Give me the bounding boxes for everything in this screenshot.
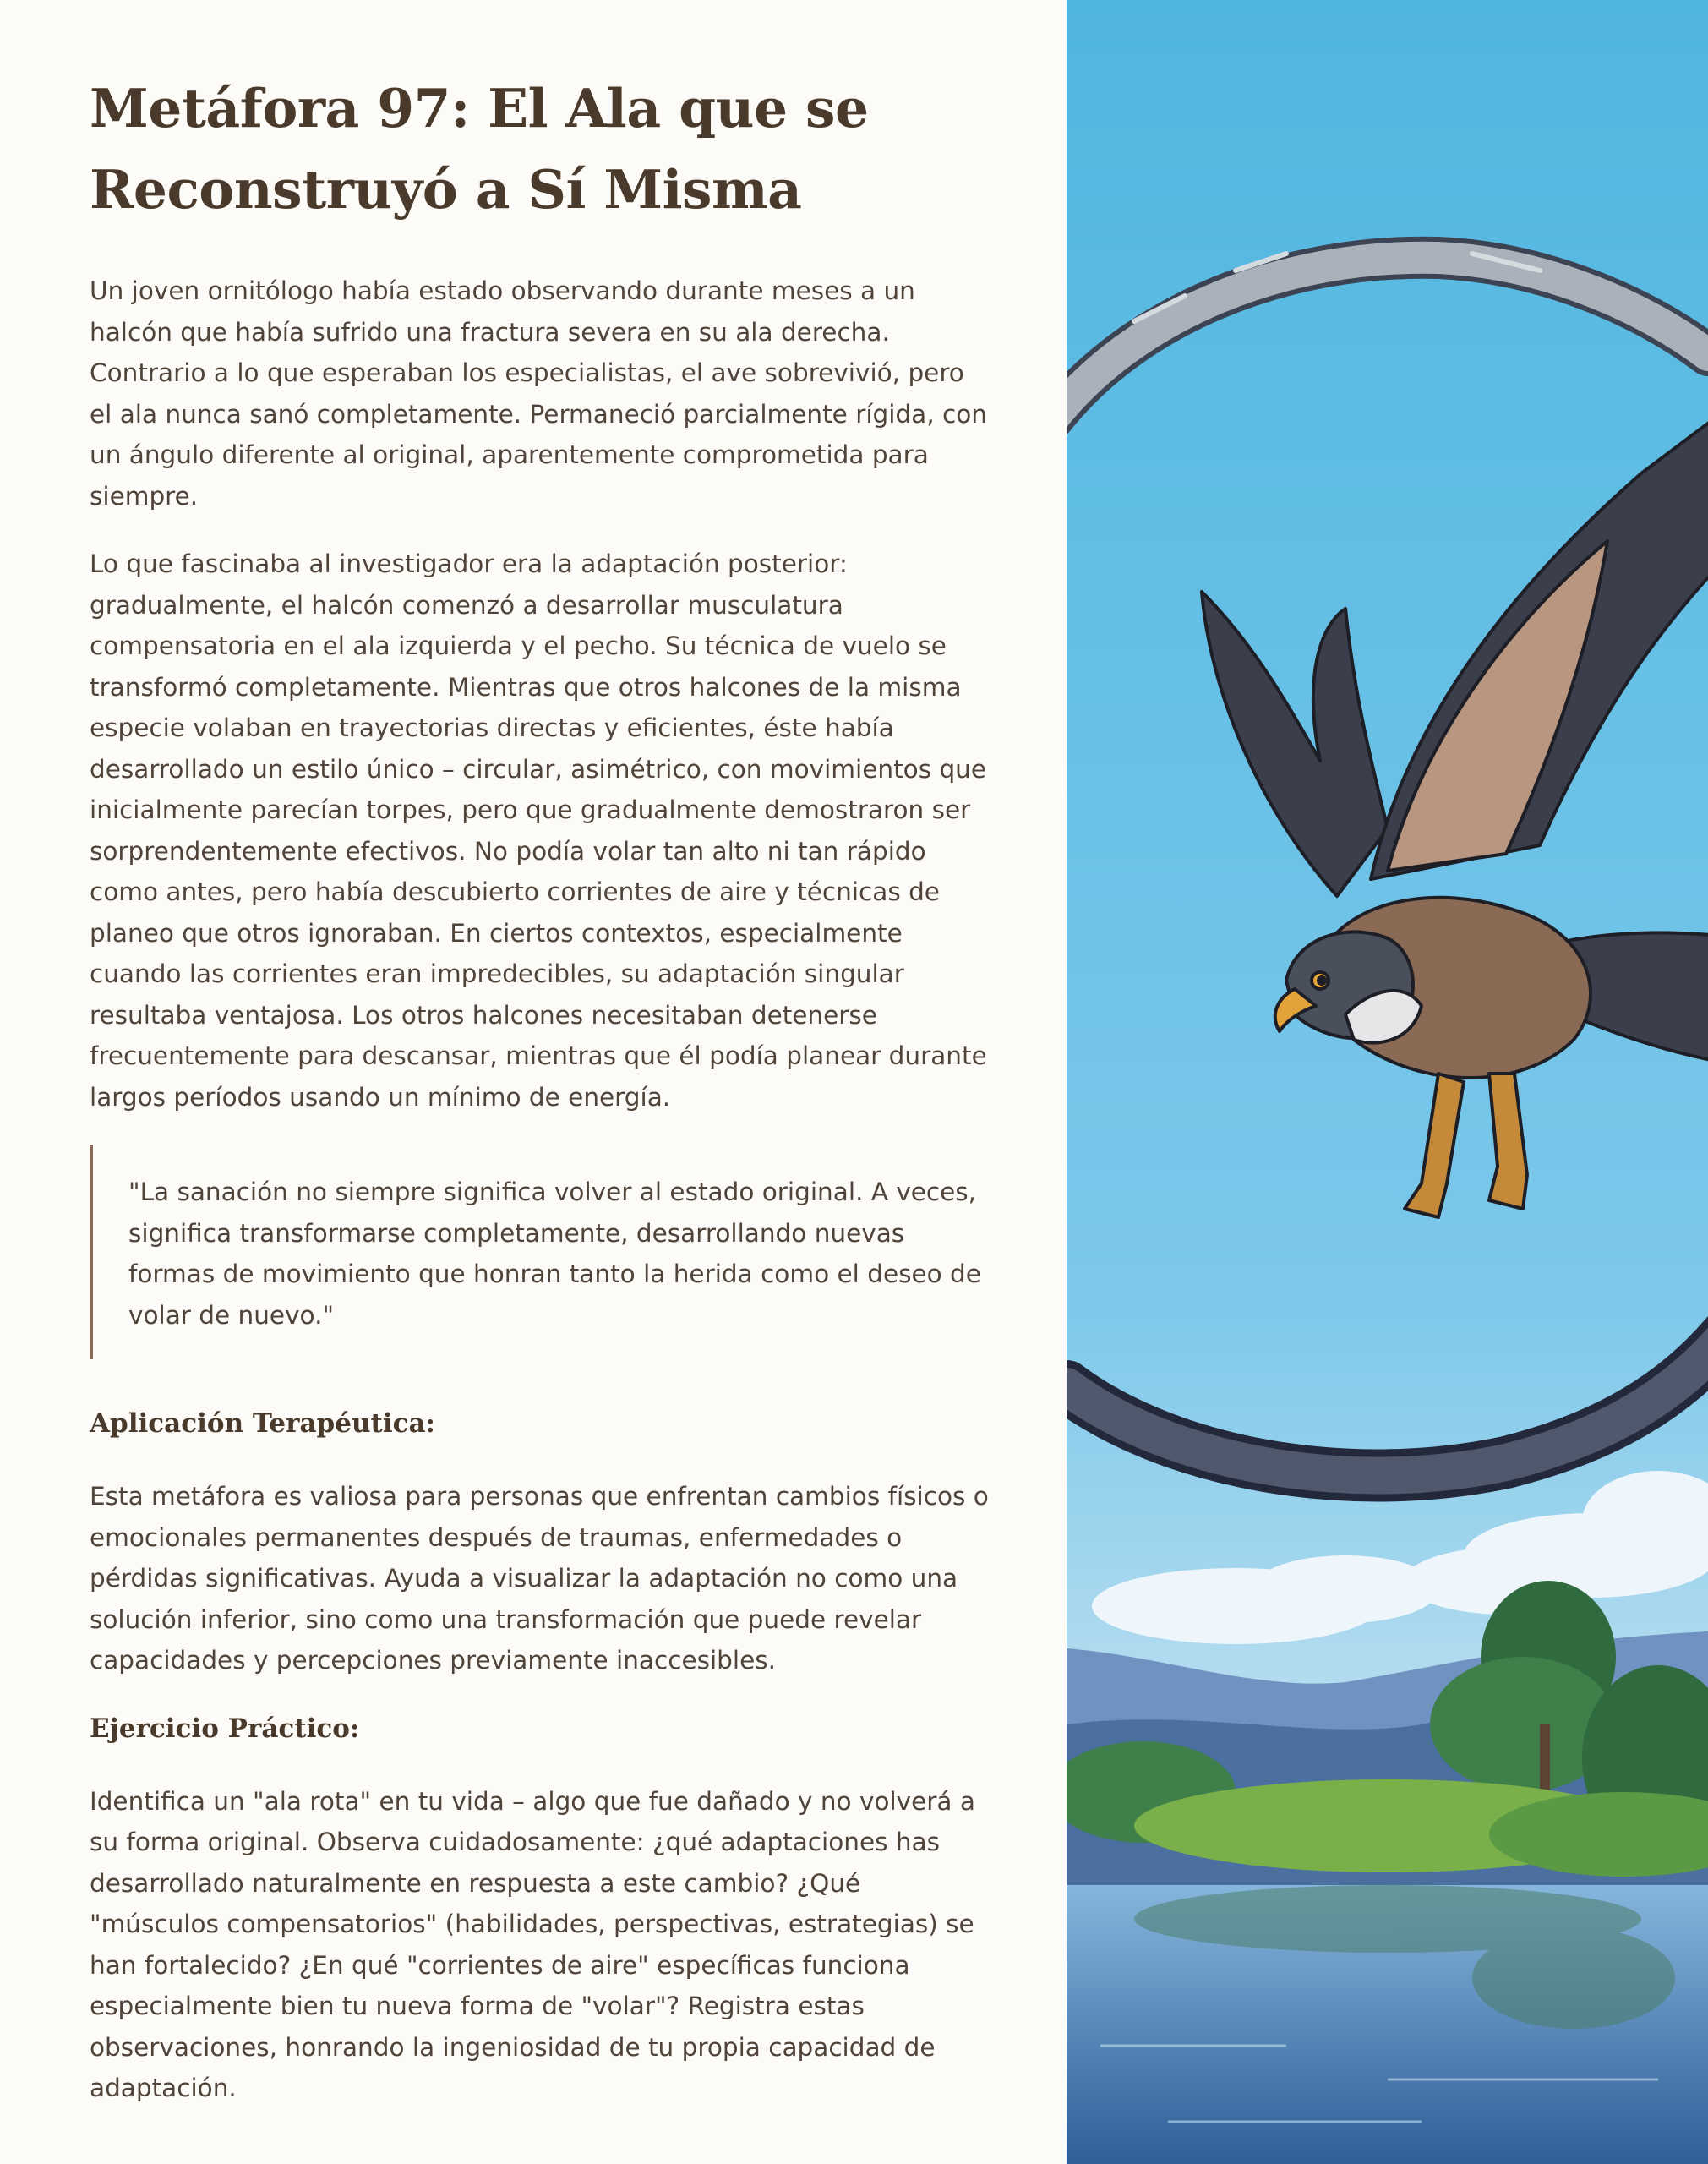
quote-text: "La sanación no siempre significa volver al estado original. A veces, significa transformarse completamente, desarrollando nuevas formas de movimiento que honran tanto la herida como el deseo de volar de nuevo."	[128, 1178, 981, 1330]
paragraph-adaptation: Lo que fascinaba al investigador era la adaptación posterior: gradualmente, el halcón comenzó a desarrollar musculatura compensatoria en el ala izquierda y el pecho. Su técnica de vuelo se transformó completamente. Mientras que otros halcones de la misma especie volaban en trayectorias directas y eficientes, éste había desarrollado un estilo único – circular, asimétrico, con movimientos que inicialmente parecían torpes, pero que gradualmente demostraron ser sorprendentemente efectivos. No podía volar tan alto ni tan rápido como antes, pero había descubierto corrientes de aire y técnicas de planeo que otros ignoraban. En ciertos contextos, especialmente cuando las corrientes eran impredecibles, su adaptación singular resultaba ventajosa. Los otros halcones necesitaban detenerse frecuentemente para descansar, mientras que él podía planear durante largos períodos usando un mínimo de energía.	[90, 549, 987, 1112]
title-line-2: Reconstruyó a Sí Misma	[90, 158, 802, 221]
title-line-1: Metáfora 97: El Ala que se	[90, 77, 869, 139]
section-heading-exercise: Ejercicio Práctico:	[90, 1713, 360, 1744]
hawk-illustration	[1067, 0, 1708, 2164]
hawk-illustration-svg	[1067, 0, 1708, 2164]
paragraph-exercise: Identifica un "ala rota" en tu vida – algo que fue dañado y no volverá a su forma original. Observa cuidadosamente: ¿qué adaptaciones has desarrollado naturalmente en respuesta a este cambio? ¿Qué "músculos compensatorios" (habilidades, perspectivas, estrategias) se han fortalecido? ¿En qué "corrientes de aire" específicas funciona especialmente bien tu nueva forma de "volar"? Registra estas observaciones, honrando la ingeniosidad de tu propia capacidad de adaptación.	[90, 1786, 975, 2102]
pull-quote	[90, 1145, 989, 1359]
paragraph-intro: Un joven ornitólogo había estado observando durante meses a un halcón que había sufrido una fractura severa en su ala derecha. Contrario a lo que esperaban los especialistas, el ave sobrevivió, pero el ala nunca sanó completamente. Permaneció parcialmente rígida, con un ángulo diferente al original, aparentemente comprometida para siempre.	[90, 276, 987, 511]
article	[90, 68, 989, 2136]
paragraph-application: Esta metáfora es valiosa para personas que enfrentan cambios físicos o emocionales permanentes después de traumas, enfermedades o pérdidas significativas. Ayuda a visualizar la adaptación no como una solución inferior, sino como una transformación que puede revelar capacidades y percepciones previamente inaccesibles.	[90, 1482, 989, 1675]
page-title	[90, 68, 989, 230]
section-heading-application: Aplicación Terapéutica:	[90, 1408, 435, 1439]
